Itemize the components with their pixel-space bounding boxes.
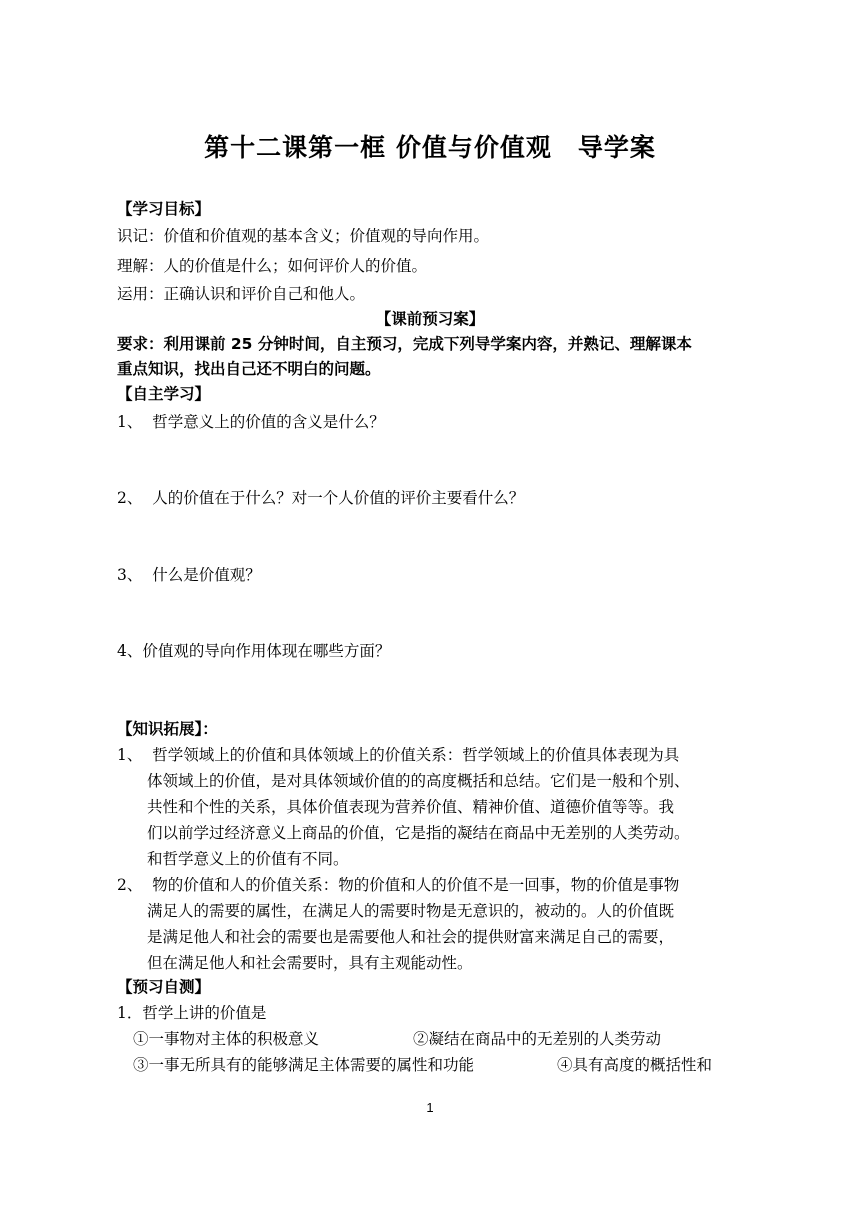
objectives-heading: 【学习目标】 [117, 200, 211, 218]
objective-apply: 运用：正确认识和评价自己和他人。 [117, 285, 366, 303]
page-title: 第十二课第一框 价值与价值观 导学案 [204, 133, 656, 162]
extension-item-2-line: 是满足他人和社会的需要也是需要他人和社会的提供财富来满足自己的需要， [147, 928, 675, 946]
extension-item-1-line: 1、 哲学领域上的价值和具体领域上的价值关系：哲学领域上的价值具体表现为具 [117, 746, 680, 764]
extension-item-2-line: 但在满足他人和社会需要时，具有主观能动性。 [147, 954, 473, 972]
option-3: ③一事无所具有的能够满足主体需要的属性和功能 [133, 1056, 475, 1074]
question-4: 4、价值观的导向作用体现在哪些方面？ [117, 642, 391, 660]
preview-heading: 【课前预习案】 [375, 310, 485, 328]
extension-item-1-line: 和哲学意义上的价值有不同。 [147, 850, 349, 868]
objective-understand: 理解：人的价值是什么；如何评价人的价值。 [117, 257, 428, 275]
extension-item-1-line: 们以前学过经济意义上商品的价值，它是指的凝结在商品中无差别的人类劳动。 [147, 824, 690, 842]
option-1: ①一事物对主体的积极意义 [133, 1030, 320, 1048]
extension-heading: 【知识拓展】： [117, 720, 218, 738]
extension-item-2-line: 满足人的需要的属性，在满足人的需要时物是无意识的，被动的。人的价值既 [147, 902, 675, 920]
extension-item-1-line: 体领域上的价值，是对具体领域价值的的高度概括和总结。它们是一般和个别、 [147, 772, 690, 790]
question-1: 1、 哲学意义上的价值的含义是什么？ [117, 413, 385, 431]
self-test-heading: 【预习自测】 [117, 978, 211, 996]
question-2: 2、 人的价值在于什么？对一个人价值的评价主要看什么？ [117, 489, 525, 507]
page-number: 1 [426, 1100, 434, 1115]
objective-recall: 识记：价值和价值观的基本含义；价值观的导向作用。 [117, 227, 490, 245]
preview-requirement-line-2: 重点知识，找出自己还不明白的问题。 [117, 360, 381, 378]
extension-item-1-line: 共性和个性的关系，具体价值表现为营养价值、精神价值、道德价值等等。我 [147, 798, 675, 816]
extension-item-2-line: 2、 物的价值和人的价值关系：物的价值和人的价值不是一回事，物的价值是事物 [117, 876, 680, 894]
self-test-question-1: 1．哲学上讲的价值是 [117, 1004, 267, 1022]
preview-requirement-line-1: 要求：利用课前 25 分钟时间，自主预习，完成下列导学案内容，并熟记、理解课本 [117, 335, 692, 353]
question-3: 3、 什么是价值观？ [117, 566, 261, 584]
self-study-heading: 【自主学习】 [117, 385, 211, 403]
option-4: ④具有高度的概括性和 [557, 1056, 713, 1074]
option-2: ②凝结在商品中的无差别的人类劳动 [413, 1030, 662, 1048]
